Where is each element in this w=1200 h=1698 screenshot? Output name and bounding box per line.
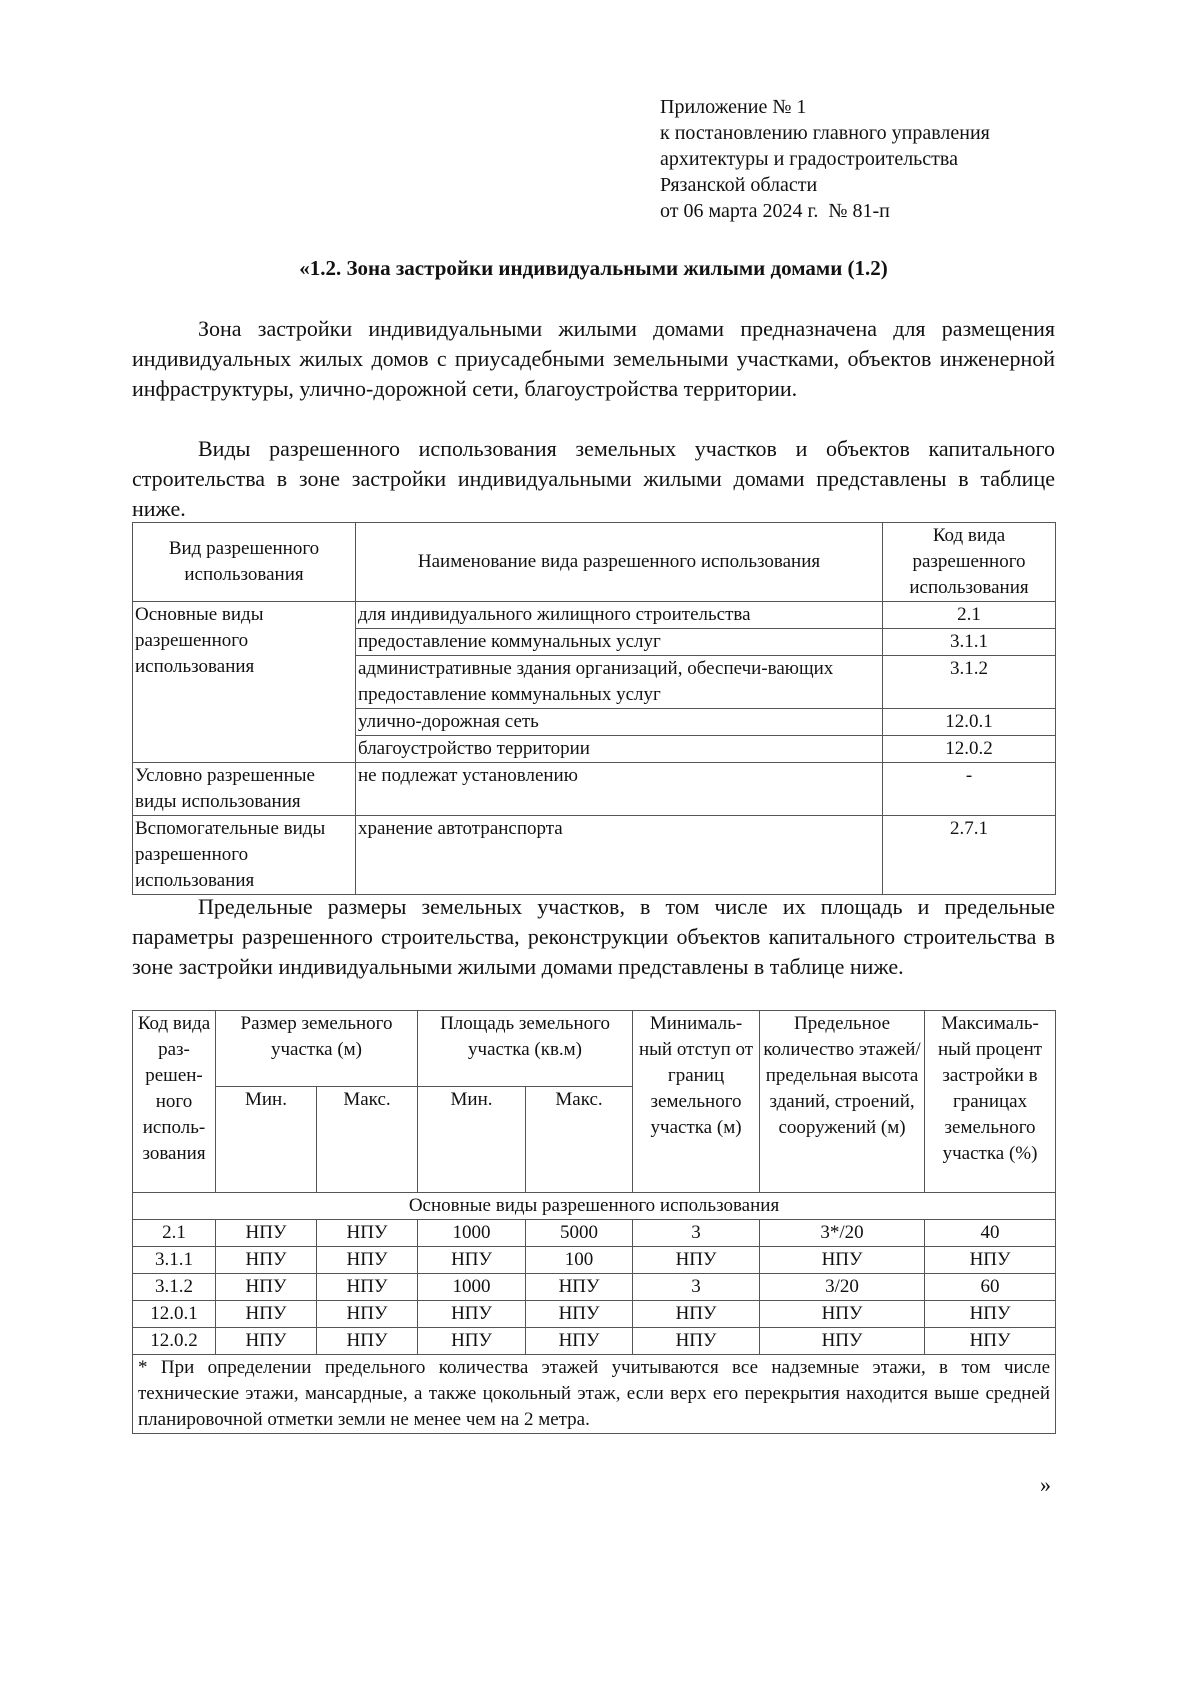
section-title: «1.2. Зона застройки индивидуальными жилыми домами (1.2) bbox=[299, 256, 888, 280]
table-cell: НПУ bbox=[216, 1274, 317, 1301]
table-cell: НПУ bbox=[633, 1301, 760, 1328]
use-code: 2.1 bbox=[883, 602, 1056, 629]
parameters-table bbox=[132, 1010, 1056, 1434]
table-cell: 40 bbox=[925, 1220, 1056, 1247]
table-cell: 60 bbox=[925, 1274, 1056, 1301]
table-cell: НПУ bbox=[317, 1301, 418, 1328]
paragraph: Зона застройки индивидуальными жилыми домами предназначена для размещения индивидуальных жилых домов с приусадебными земельными участками, объектов инженерной инфраструктуры, улично-дорожной сети, благоустройства территории. bbox=[132, 316, 1055, 401]
header-cell: Наименование вида разрешенного использования bbox=[356, 523, 883, 602]
table-cell: НПУ bbox=[526, 1328, 633, 1355]
header-cell: Мин. bbox=[216, 1087, 317, 1193]
table-cell: 3 bbox=[633, 1220, 760, 1247]
table-cell: НПУ bbox=[526, 1301, 633, 1328]
use-code: 3.1.1 bbox=[883, 629, 1056, 656]
table-cell: 1000 bbox=[418, 1220, 526, 1247]
header-line: от 06 марта 2024 г. № 81-п bbox=[660, 200, 890, 222]
closing-quote: » bbox=[1040, 1472, 1051, 1497]
table-cell: НПУ bbox=[216, 1220, 317, 1247]
table-cell: 12.0.2 bbox=[133, 1328, 216, 1355]
table-cell: НПУ bbox=[317, 1328, 418, 1355]
header-cell: Макс. bbox=[526, 1087, 633, 1193]
table-cell: 3.1.2 bbox=[133, 1274, 216, 1301]
header-cell: Макс. bbox=[317, 1087, 418, 1193]
paragraph: Предельные размеры земельных участков, в том числе их площадь и предельные параметры разрешенного строительства, реконструкции объектов капитального строительства в зоне застройки индивидуальными жилыми домами представлены в таблице ниже. bbox=[132, 894, 1055, 979]
table-cell: 1000 bbox=[418, 1274, 526, 1301]
section-row: Основные виды разрешенного использования bbox=[133, 1193, 1056, 1220]
header-line: Приложение № 1 bbox=[660, 96, 807, 118]
table-cell: НПУ bbox=[925, 1247, 1056, 1274]
use-code: 2.7.1 bbox=[883, 816, 1056, 895]
table-cell: 3/20 bbox=[760, 1274, 925, 1301]
use-name: благоустройство территории bbox=[356, 736, 883, 763]
appendix-header bbox=[660, 94, 990, 224]
use-code: 3.1.2 bbox=[883, 656, 1056, 709]
use-code: 12.0.1 bbox=[883, 709, 1056, 736]
table-cell: НПУ bbox=[760, 1301, 925, 1328]
header-cell: Предельное количество этажей/ предельная высота зданий, строений, сооружений (м) bbox=[760, 1011, 925, 1193]
table-cell: НПУ bbox=[418, 1301, 526, 1328]
table-cell: НПУ bbox=[925, 1328, 1056, 1355]
table-row bbox=[133, 1301, 1056, 1328]
table-cell: НПУ bbox=[925, 1301, 1056, 1328]
use-code: - bbox=[883, 763, 1056, 816]
table-row bbox=[133, 1274, 1056, 1301]
header-cell: Максималь-ный процент застройки в границах земельного участка (%) bbox=[925, 1011, 1056, 1193]
header-cell: Размер земельного участка (м) bbox=[216, 1011, 418, 1087]
table-cell: НПУ bbox=[317, 1274, 418, 1301]
header-line: к постановлению главного управления bbox=[660, 122, 990, 144]
table-cell: НПУ bbox=[760, 1328, 925, 1355]
use-name: предоставление коммунальных услуг bbox=[356, 629, 883, 656]
group-label: Основные виды разрешенного использования bbox=[133, 602, 356, 763]
use-name: хранение автотранспорта bbox=[356, 816, 883, 895]
use-name: не подлежат установлению bbox=[356, 763, 883, 816]
header-cell: Площадь земельного участка (кв.м) bbox=[418, 1011, 633, 1087]
group-label: Условно разрешенные виды использования bbox=[133, 763, 356, 816]
table-cell: 3.1.1 bbox=[133, 1247, 216, 1274]
table-cell: НПУ bbox=[633, 1247, 760, 1274]
paragraph: Виды разрешенного использования земельных участков и объектов капитального строительства в зоне застройки индивидуальными жилыми домами представлены в таблице ниже. bbox=[132, 436, 1055, 521]
table-row bbox=[133, 1220, 1056, 1247]
table-cell: 5000 bbox=[526, 1220, 633, 1247]
use-code: 12.0.2 bbox=[883, 736, 1056, 763]
header-cell: Код вида разрешенного использования bbox=[883, 523, 1056, 602]
use-name: улично-дорожная сеть bbox=[356, 709, 883, 736]
table-cell: НПУ bbox=[216, 1247, 317, 1274]
table-cell: 3*/20 bbox=[760, 1220, 925, 1247]
table-cell: НПУ bbox=[526, 1274, 633, 1301]
table-cell: НПУ bbox=[317, 1220, 418, 1247]
table-cell: НПУ bbox=[216, 1301, 317, 1328]
table-cell: НПУ bbox=[760, 1247, 925, 1274]
table-cell: НПУ bbox=[216, 1328, 317, 1355]
permitted-use-table bbox=[132, 522, 1056, 895]
table-row bbox=[133, 1247, 1056, 1274]
table-cell: 3 bbox=[633, 1274, 760, 1301]
table-cell: 100 bbox=[526, 1247, 633, 1274]
table-cell: 12.0.1 bbox=[133, 1301, 216, 1328]
header-line: архитектуры и градостроительства bbox=[660, 148, 958, 170]
table-cell: НПУ bbox=[633, 1328, 760, 1355]
table-row bbox=[133, 1328, 1056, 1355]
group-label: Вспомогательные виды разрешенного использования bbox=[133, 816, 356, 895]
header-cell: Код вида раз-решен-ного исполь-зования bbox=[133, 1011, 216, 1193]
footnote: * При определении предельного количества этажей учитываются все надземные этажи, в том числе технические этажи, мансардные, а также цокольный этаж, если верх его перекрытия находится выше средней планировочной отметки земли не менее чем на 2 метра. bbox=[133, 1355, 1056, 1434]
header-cell: Минималь-ный отступ от границ земельного участка (м) bbox=[633, 1011, 760, 1193]
table-cell: НПУ bbox=[418, 1328, 526, 1355]
header-line: Рязанской области bbox=[660, 174, 818, 196]
header-cell: Мин. bbox=[418, 1087, 526, 1193]
header-cell: Вид разрешенного использования bbox=[133, 523, 356, 602]
table-cell: НПУ bbox=[418, 1247, 526, 1274]
table-cell: 2.1 bbox=[133, 1220, 216, 1247]
table-cell: НПУ bbox=[317, 1247, 418, 1274]
use-name: для индивидуального жилищного строительства bbox=[356, 602, 883, 629]
use-name: административные здания организаций, обеспечи-вающих предоставление коммунальных услуг bbox=[356, 656, 883, 709]
